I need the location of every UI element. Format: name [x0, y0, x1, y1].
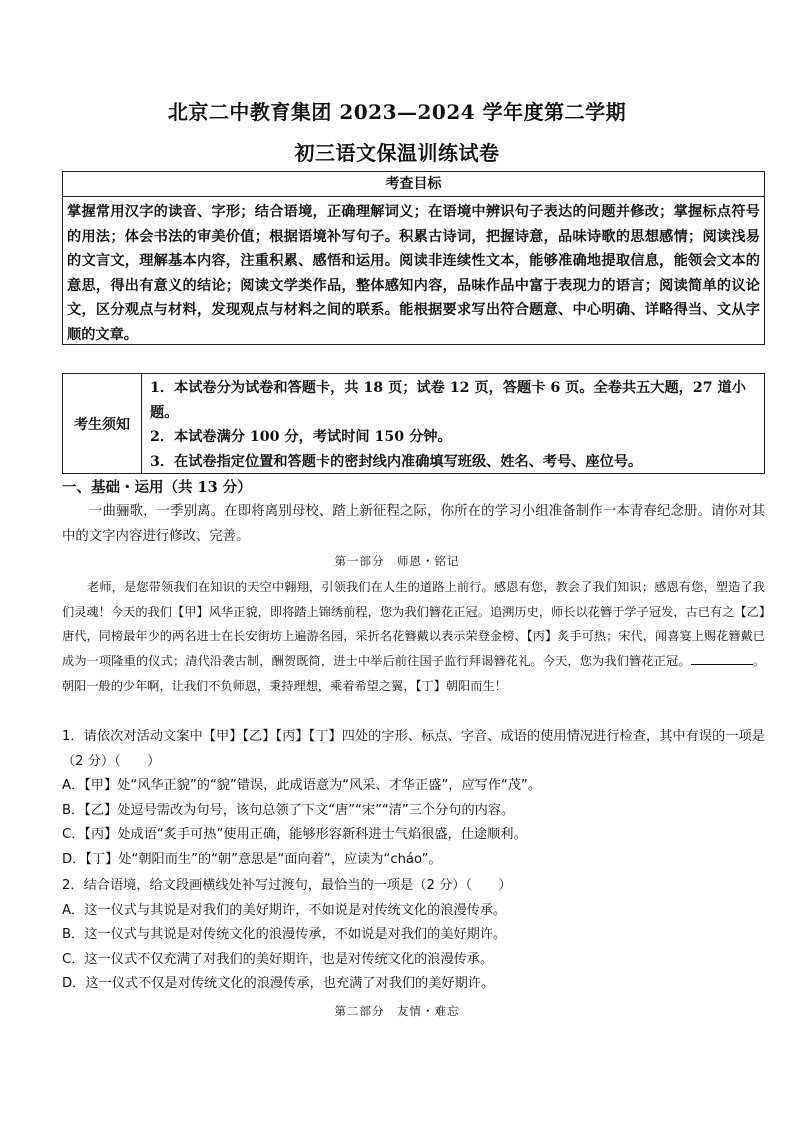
exam-goals-box [62, 171, 765, 345]
question-stem: 2．结合语境，给文段画横线处补写过渡句，最恰当的一项是（2 分）（ ） [62, 878, 512, 893]
question-option: C．这一仪式不仅充满了对我们的美好期许，也是对传统文化的浪漫传承。 [62, 951, 494, 967]
question-option: A．这一仪式与其说是对我们的美好期许，不如说是对传统文化的浪漫传承。 [62, 902, 507, 918]
notice-item: 2．本试卷满分 100 分，考试时间 150 分钟。 [150, 429, 452, 445]
section-intro: 一曲骊歌，一季别离。在即将离别母校、踏上新征程之际，你所在的学习小组准备制作一本青春纪念册。请你对其中的文字内容进行修改、完善。 [62, 504, 765, 544]
question-option: A．【甲】处“风华正貌”的“貌”错误，此成语意为“风采、才华正盛”，应写作“茂”。 [62, 778, 542, 794]
candidate-notice-items [142, 374, 764, 473]
exam-subtitle: 初三语文保温训练试卷 [294, 141, 500, 165]
question-option: D．【丁】处“朝阳而生”的“朝”意思是“面向着”，应读为“cháo”。 [62, 851, 442, 867]
part-title: 第二部分 友情・难忘 [334, 1004, 460, 1018]
question-1 [62, 725, 765, 873]
question-option: C．【丙】处成语“炙手可热”使用正确，能够形容新科进士气焰很盛，仕途顺利。 [62, 827, 527, 843]
notice-item: 1．本试卷分为试卷和答题卡，共 18 页；试卷 12 页，答题卡 6 页。全卷共五大题，27 道小题。 [150, 380, 746, 421]
question-option: D．这一仪式不仅是对传统文化的浪漫传承，也充满了对我们的美好期许。 [62, 976, 495, 992]
notice-item: 3．在试卷指定位置和答题卡的密封线内准确填写班级、姓名、考号、座位号。 [150, 453, 643, 470]
question-option: B．【乙】处逗号需改为句号，该句总领了下文“唐”“宋”“清”三个分句的内容。 [62, 802, 515, 818]
candidate-notice-label: 考生须知 [63, 374, 142, 473]
passage-text-end: 。朝阳一般的少年啊，让我们不负师恩，秉持理想，乘着希望之翼，【丁】朝阳而生！ [62, 654, 766, 693]
part-title: 第一部分 师恩・铭记 [334, 554, 460, 568]
question-option: B．这一仪式与其说是对传统文化的浪漫传承，不如说是对我们的美好期许。 [62, 927, 507, 943]
reading-passage [62, 575, 765, 699]
exam-goals-heading: 考查目标 [63, 172, 764, 197]
exam-title: 北京二中教育集团 2023—2024 学年度第二学期 [167, 100, 627, 124]
question-stem: 1．请依次对活动文案中【甲】【乙】【丙】【丁】四处的字形、标点、字音、成语的使用情况进行检查，其中有误的一项是（2 分）（ ） [62, 729, 765, 769]
candidate-notice-table [62, 373, 765, 474]
question-2 [62, 874, 765, 997]
section-heading: 一、基础・运用（共 13 分） [62, 479, 252, 496]
fill-blank-line [691, 652, 753, 665]
exam-goals-body: 掌握常用汉字的读音、字形；结合语境，正确理解词义；在语境中辨识句子表达的问题并修改；掌握标点符号的用法；体会书法的审美价值；根据语境补写句子。积累古诗词，把握诗意，品味诗歌的思想感情；阅读浅易的文言文，理解基本内容，注重积累、感悟和运用。阅读非连续性文本，能够准确地提取信息，能领会文本的意思，得出有意义的结论；阅读文学类作品，整体感知内容，品味作品中富于表现力的语言；阅读简单的议论文，区分观点与材料，发现观点与材料之间的联系。能根据要求写出符合题意、中心明确、详略得当、文从字顺的文章。 [67, 204, 760, 343]
passage-text: 老师，是您带领我们在知识的天空中翱翔，引领我们在人生的道路上前行。感恩有您，教会了我们知识；感恩有您，塑造了我们灵魂！今天的我们【甲】风华正貌，即将踏上锦绣前程，您为我们簪花正冠。追溯历史，师长以花簪于学子冠发，古已有之【乙】唐代，同榜最年少的两名进士在长安街坊上遍游名园，采折名花簪戴以表示荣登金榜、【丙】炙手可热；宋代，闻喜宴上赐花簪戴已成为一项隆重的仪式；清代沿袭古制，酬贺既简，进士中举后前往国子监行拜谒簪花礼。今天，您为我们簪花正冠。 [62, 580, 765, 669]
